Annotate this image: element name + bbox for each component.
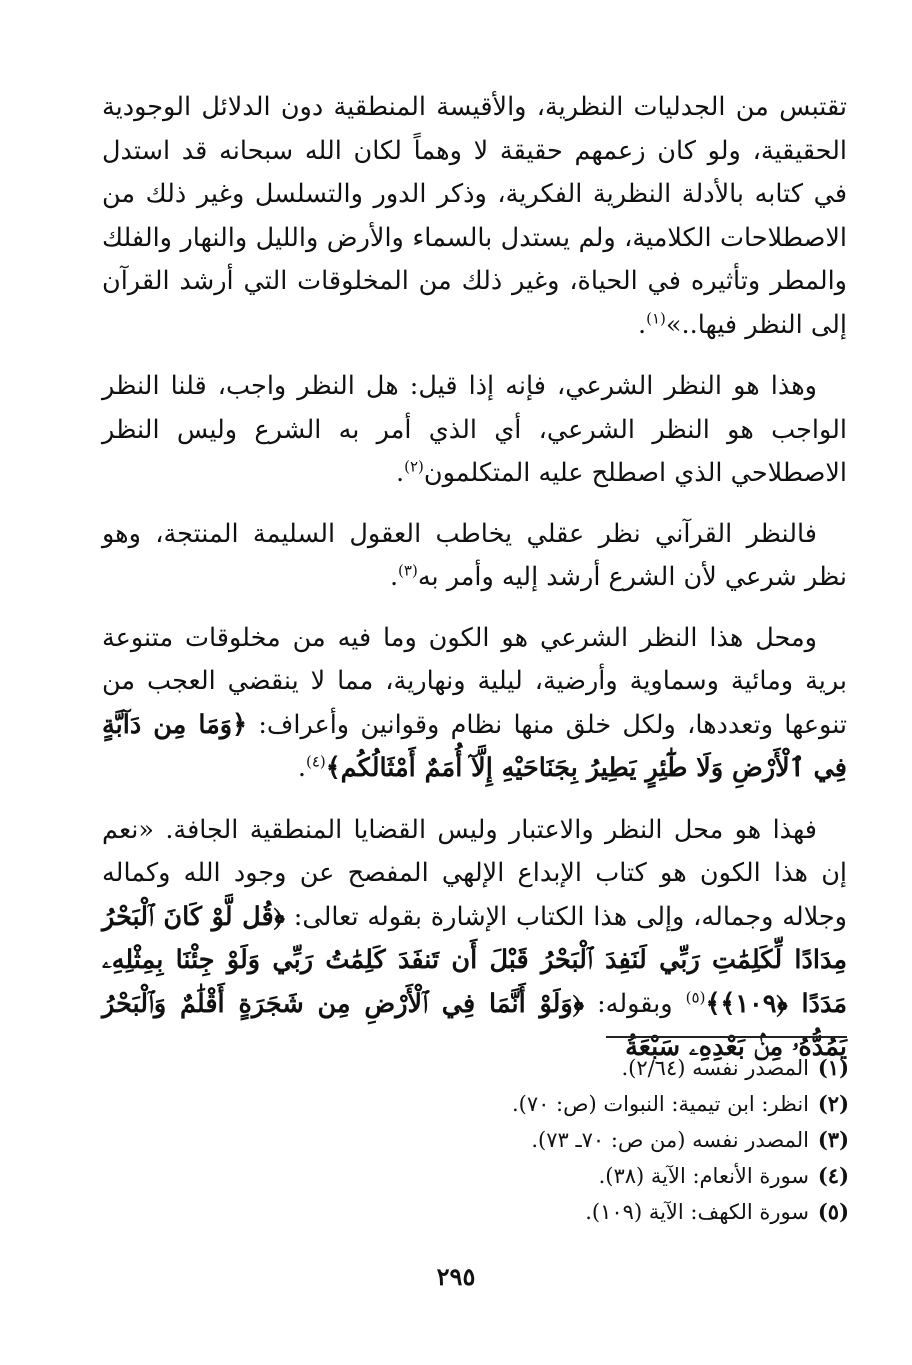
p1-line-4: الاصطلاحات الكلامية، ولم يستدل بالسماء والأرض والليل والنهار والفلك <box>102 222 847 253</box>
footnote-number: (٢) <box>817 1091 849 1116</box>
footnote-number: (٣) <box>817 1127 849 1152</box>
p2-line-2: الواجب هو النظر الشرعي، أي الذي أمر به الشرع وليس النظر الاصطلاحي <box>102 414 847 488</box>
p2-end: . <box>396 458 405 488</box>
footnote-text: المصدر نفسه (٢/٦٤). <box>621 1056 809 1080</box>
p1-line-2: الحقيقية، ولو كان زعمهم حقيقة لا وهماً لكان الله سبحانه قد استدل في <box>102 135 848 209</box>
footnote-divider <box>606 1036 847 1038</box>
quran-verse-luqman: ﴿وَلَوْ أَنَّمَا فِي ٱلْأَرْضِ مِن شَجَرَةٍ أَقْلَٰمٌ وَٱلْبَحْرُ يَمُدُّهُۥ مِنۢ بَعْدِهِۦ سَبْعَةُ <box>102 988 847 1062</box>
footnote-text: سورة الكهف: الآية (١٠٩). <box>585 1200 809 1224</box>
p4-line-1: ومحل هذا النظر الشرعي هو الكون وما فيه من مخلوقات متنوعة برية <box>102 622 847 696</box>
footnote-text: المصدر نفسه (من ص: ٧٠ـ ٧٣). <box>531 1128 809 1152</box>
p1-line-3: كتابه بالأدلة النظرية الفكرية، وذكر الدور والتسلسل وغير ذلك من <box>102 179 803 209</box>
p1-line-5: والمطر وتأثيره في الحياة، وغير ذلك من المخلوقات التي أرشد القرآن إلى <box>102 266 847 340</box>
footnote-item <box>329 1050 849 1086</box>
p5-line-2: هذا الكون هو كتاب الإبداع الإلهي المفصح عن وجود الله وكماله وجلاله <box>102 858 847 932</box>
footnote-ref-5: (٥) <box>685 988 706 1006</box>
p1-line-1: تقتبس من الجدليات النظرية، والأقيسة المنطقية دون الدلائل الوجودية <box>102 92 847 122</box>
footnote-ref-4: (٤) <box>305 752 326 771</box>
footnote-ref-2: (٢) <box>404 457 424 476</box>
paragraph-2 <box>102 365 847 496</box>
page-body <box>102 86 847 1070</box>
paragraph-1 <box>102 86 847 347</box>
p1-line-6: النظر فيها..» <box>665 309 803 340</box>
quran-verse-anam: ﴿وَمَا مِن دَآبَّةٍ فِي ٱلْأَرْضِ وَلَا طَٰٓئِرٍ يَطِيرُ بِجَنَاحَيْهِ إِلَّآ أُمَمٌ أَمْثَالُكُم﴾ <box>102 709 847 783</box>
paragraph-3 <box>102 513 847 600</box>
footnote-number: (١) <box>817 1055 849 1080</box>
footnote-text: انظر: ابن تيمية: النبوات (ص: ٧٠). <box>511 1092 809 1116</box>
footnote-number: (٤) <box>817 1163 849 1188</box>
paragraph-4 <box>102 617 847 791</box>
p1-end: . <box>638 309 647 340</box>
p5-after: وبقوله: <box>597 988 673 1019</box>
footnote-text: سورة الأنعام: الآية (٣٨). <box>598 1164 809 1188</box>
footnote-ref-3: (٣) <box>398 561 418 580</box>
page-number: ٢٩٥ <box>436 1262 476 1291</box>
p3-end: . <box>389 562 399 592</box>
footnote-number: (٥) <box>817 1199 849 1224</box>
footnote-item <box>329 1086 849 1122</box>
p2-line-3: الذي اصطلح عليه المتكلمون <box>423 458 723 488</box>
p3-line-1: فالنظر القرآني نظر عقلي يخاطب العقول السليمة المنتجة، وهو نظر <box>102 518 847 592</box>
footnotes-list <box>329 1050 849 1230</box>
footnote-ref-1: (١) <box>646 309 666 327</box>
p5-line-3: وجماله، وإلى هذا الكتاب الإشارة بقوله تعالى: <box>293 901 774 932</box>
p2-line-1: وهذا هو النظر الشرعي، فإنه إذا قيل: هل النظر واجب، قلنا النظر <box>102 371 817 401</box>
p4-line-2: ومائية وسماوية وأرضية، ليلية ونهارية، مما لا ينقضي العجب من تنوعها <box>102 666 848 740</box>
p3-line-2: شرعي لأن الشرع أرشد إليه وأمر به <box>417 562 797 592</box>
footnote-item <box>329 1158 849 1194</box>
footnote-item <box>329 1122 849 1158</box>
footnote-item <box>329 1194 849 1230</box>
p4-line-3: وتعددها، ولكل خلق منها نظام وقوانين وأعراف: <box>258 709 774 740</box>
quran-verse-kahf: ﴿قُل لَّوْ كَانَ ٱلْبَحْرُ مِدَادًا لِّكَلِمَٰتِ رَبِّي لَنَفِدَ ٱلْبَحْرُ قَبْلَ أَن تَنفَدَ كَلِمَٰتُ رَبِّي وَلَوْ جِئْنَا بِمِثْلِهِۦ مَدَدًا ﴿١٠٩﴾﴾ <box>102 901 848 1019</box>
p5-line-1: فهذا هو محل النظر والاعتبار وليس القضايا المنطقية الجافة. «نعم إن <box>102 814 847 888</box>
paragraph-5 <box>102 809 847 1070</box>
p4-end: . <box>297 753 306 783</box>
